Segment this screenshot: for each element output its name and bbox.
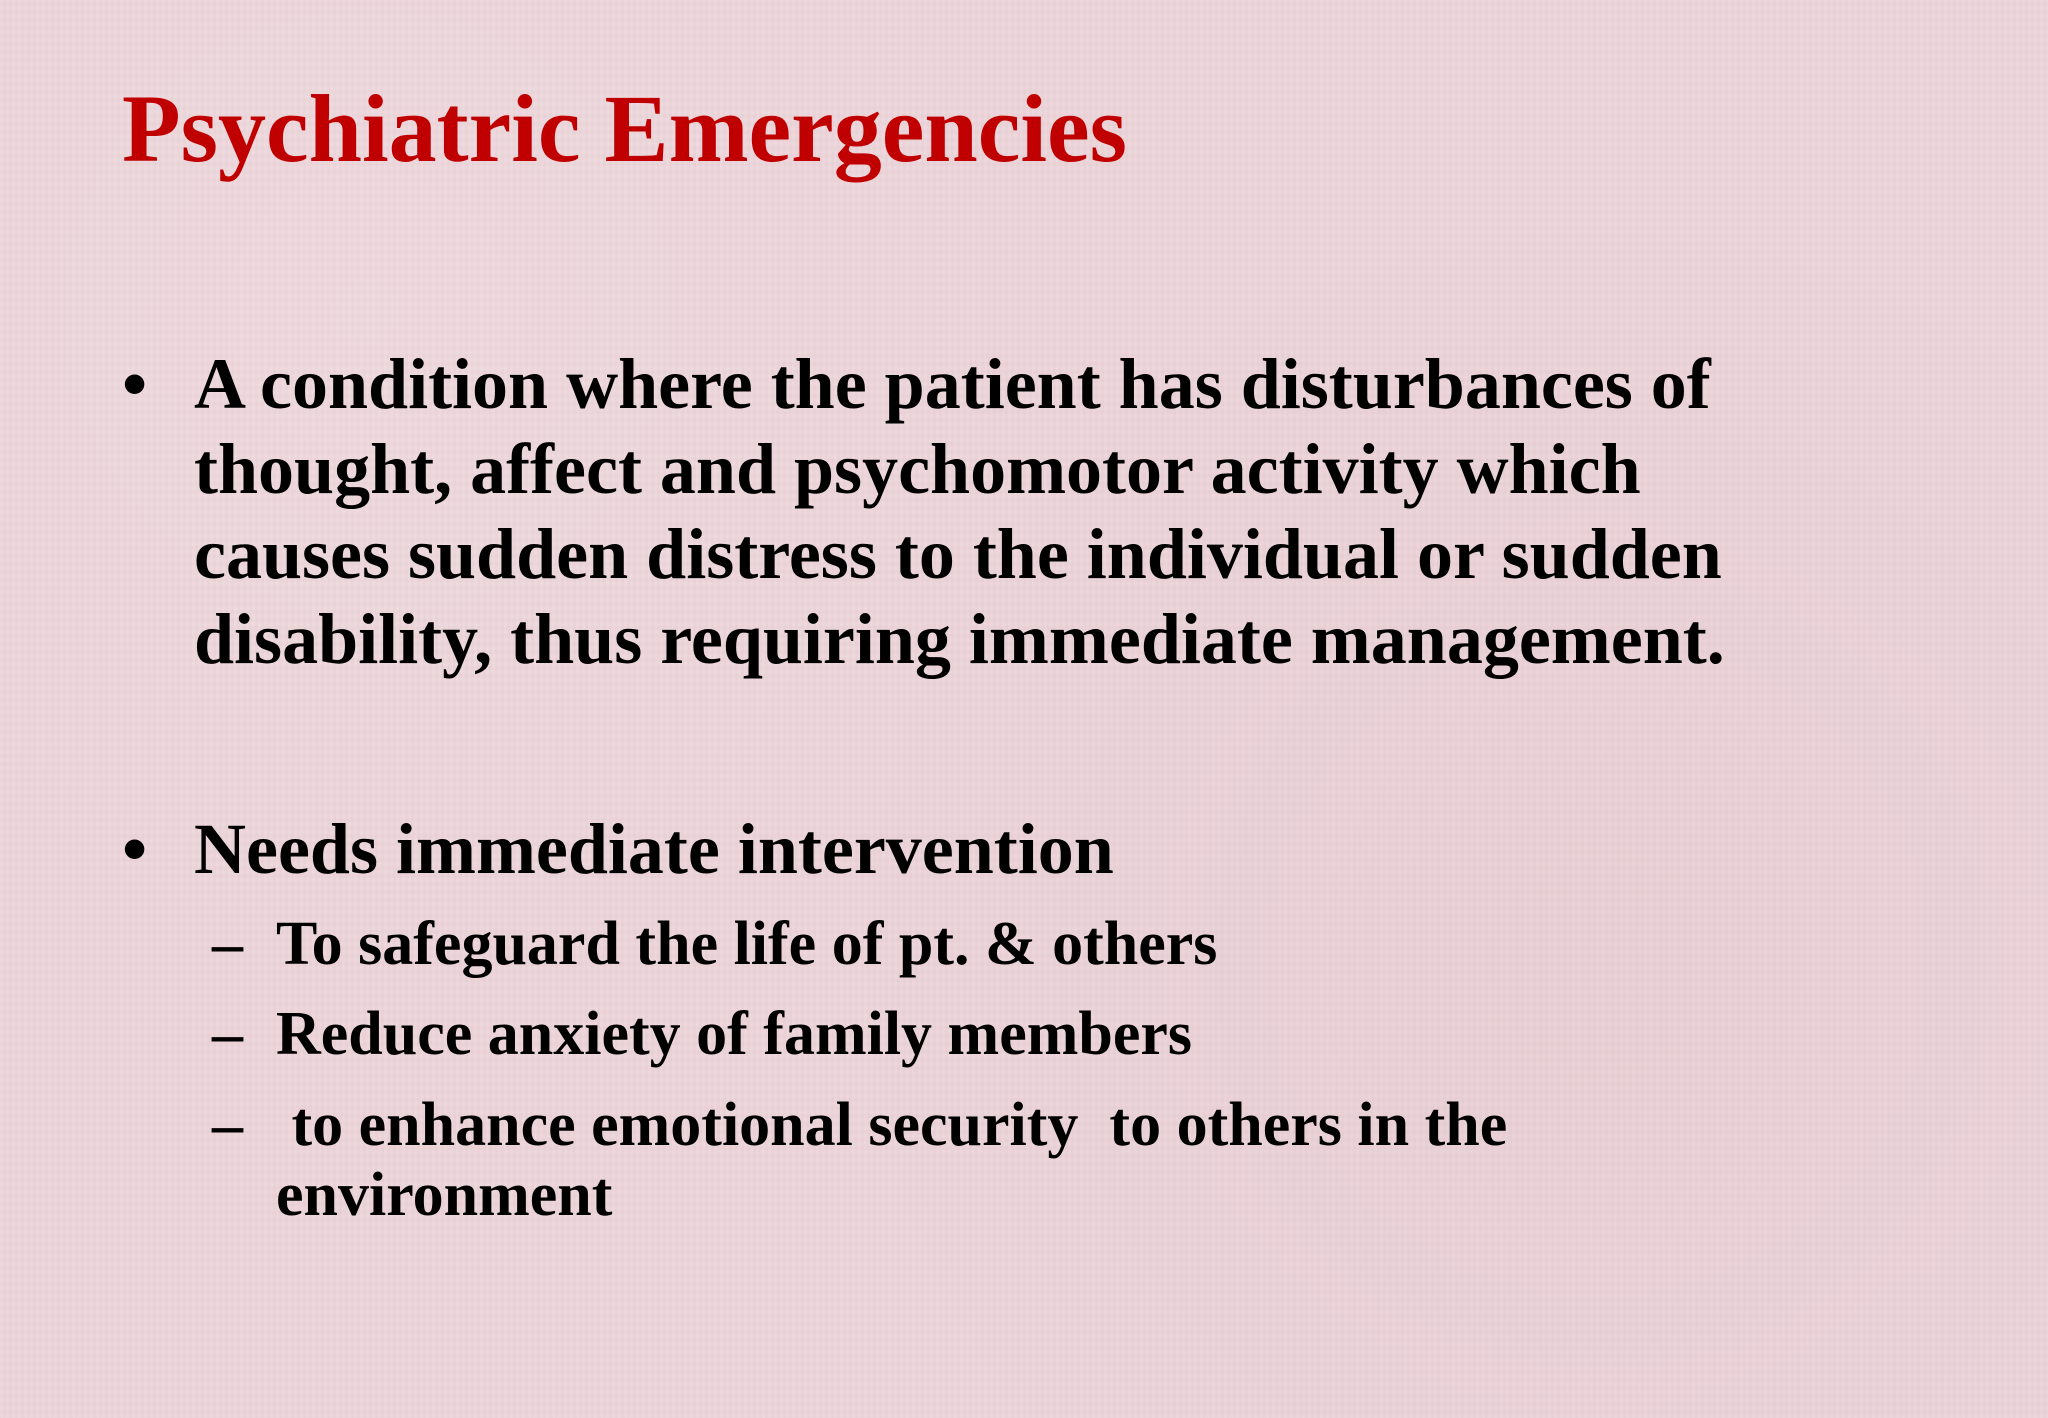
bullet-needs-intervention [122, 807, 1922, 892]
sub-item-dash: – [212, 1000, 243, 1068]
bullet-marker: • [122, 344, 148, 424]
bullet-text: Needs immediate intervention [194, 809, 1114, 889]
sub-item-text: Reduce anxiety of family members [276, 1000, 1193, 1068]
sub-item-text: To safeguard the life of pt. & others [276, 910, 1218, 978]
bullet-condition-definition [122, 342, 1922, 682]
slide-title: Psychiatric Emergencies [122, 75, 1127, 182]
sub-item-reduce-anxiety [212, 999, 1192, 1069]
sub-item-text-line: environment [276, 1161, 613, 1229]
sub-item-safeguard-life [212, 909, 1217, 979]
sub-item-emotional-security [212, 1090, 1507, 1230]
bullet-text-line: A condition where the patient has disturbances of [194, 344, 1711, 424]
bullet-marker: • [122, 809, 148, 889]
sub-item-dash: – [212, 1091, 243, 1159]
bullet-text-line: causes sudden distress to the individual or sudden [194, 514, 1722, 594]
bullet-text-line: thought, affect and psychomotor activity which [194, 429, 1641, 509]
sub-item-dash: – [212, 910, 243, 978]
sub-item-text-line: to enhance emotional security to others in the [276, 1091, 1508, 1159]
bullet-text-line: disability, thus requiring immediate management. [194, 599, 1725, 679]
